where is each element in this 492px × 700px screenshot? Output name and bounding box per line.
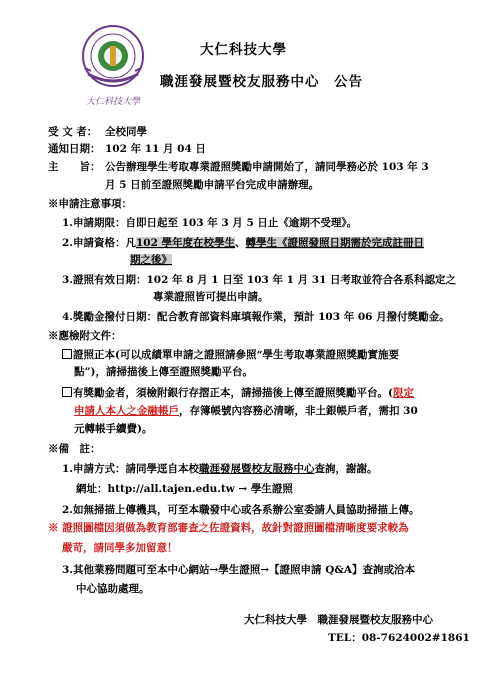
date: 102 年 11 月 04 日 xyxy=(105,143,206,155)
document-1-line-1: 證照正本(可以成績單申請之證照請參照“學生考取專業證照獎勵實施要 xyxy=(62,348,399,362)
note-item-3-line-2: 專業證照皆可提出申請。 xyxy=(153,291,269,303)
remark-1-url: 網址：http://all.tajen.edu.tw → 學生證照 xyxy=(76,483,293,495)
notes-heading: ※申請注意事項： xyxy=(48,198,132,210)
note-item-4: 4.獎勵金撥付日期：配合教育部資料庫填報作業，預計 103 年 06 月撥付獎勵金。 xyxy=(62,311,450,323)
svg-text:大仁科技大學: 大仁科技大學 xyxy=(85,97,141,107)
subject-label: 主 旨： xyxy=(48,161,101,173)
checkbox-icon xyxy=(62,349,72,359)
document-2-line-2: 申請人本人之金融帳戶，存簿帳號內容務必清晰，非土銀帳戶者，需扣 30 xyxy=(74,405,418,417)
school-name: 大仁科技大學 xyxy=(200,42,287,58)
document-2-line-3: 元轉帳手續費)。 xyxy=(74,423,153,435)
signature: 大仁科技大學 職涯發展暨校友服務中心 xyxy=(244,614,433,626)
warning-line-2: 嚴苛，請同學多加留意！ xyxy=(62,542,178,554)
documents-heading: ※應檢附文件： xyxy=(48,330,122,342)
remark-2: 2.如無掃描上傳機具，可至本職發中心或各系辦公室委請人員協助掃描上傳。 xyxy=(62,504,420,516)
document-2-line-1: 有獎勵金者，須檢附銀行存摺正本，請掃描後上傳至證照獎勵平台。(限定 xyxy=(62,386,414,400)
subject-line-2: 月 5 日前至證照獎勵申請平台完成申請辦理。 xyxy=(105,179,320,191)
document-1-line-2: 點”)，請掃描後上傳至證照獎勵平台。 xyxy=(74,366,254,378)
remark-3-line-2: 中心協助處理。 xyxy=(76,583,150,595)
note-item-1: 1.申請期限：自即日起至 103 年 3 月 5 日止《逾期不受理》。 xyxy=(62,217,358,229)
checkbox-icon xyxy=(62,387,72,397)
telephone: TEL：08-7624002#1861 xyxy=(328,632,470,644)
university-logo xyxy=(80,24,146,110)
recipient-label: 受 文 者： xyxy=(48,126,98,138)
warning-line-1: ※ 證照圖檔因須做為教育部審查之佐證資料，故針對證照圖檔清晰度要求較為 xyxy=(48,522,409,534)
recipient: 全校同學 xyxy=(105,126,147,138)
office-title: 職涯發展暨校友服務中心 公告 xyxy=(160,74,363,90)
date-label: 通知日期： xyxy=(48,143,101,155)
note-item-3-line-1: 3.證照有效日期：102 年 8 月 1 日至 103 年 1 月 31 日考取並符合各系科認定之 xyxy=(62,274,457,286)
note-item-2: 2.申請資格：凡102 學年度在校學生、轉學生《證照發照日期需於完成註冊日 xyxy=(62,237,425,249)
note-item-2-cont: 期之後》 xyxy=(130,254,172,266)
remarks-heading: ※備 註： xyxy=(48,443,101,455)
remark-3-line-1: 3.其他業務問題可至本中心網站→學生證照→【證照申請 Q&A】查詢或洽本 xyxy=(62,564,415,576)
subject-line-1: 公告辦理學生考取專業證照獎勵申請開始了，請同學務必於 103 年 3 xyxy=(105,161,429,173)
remark-1: 1.申請方式：請同學逕自本校職涯發展暨校友服務中心查詢，謝謝。 xyxy=(62,463,378,475)
